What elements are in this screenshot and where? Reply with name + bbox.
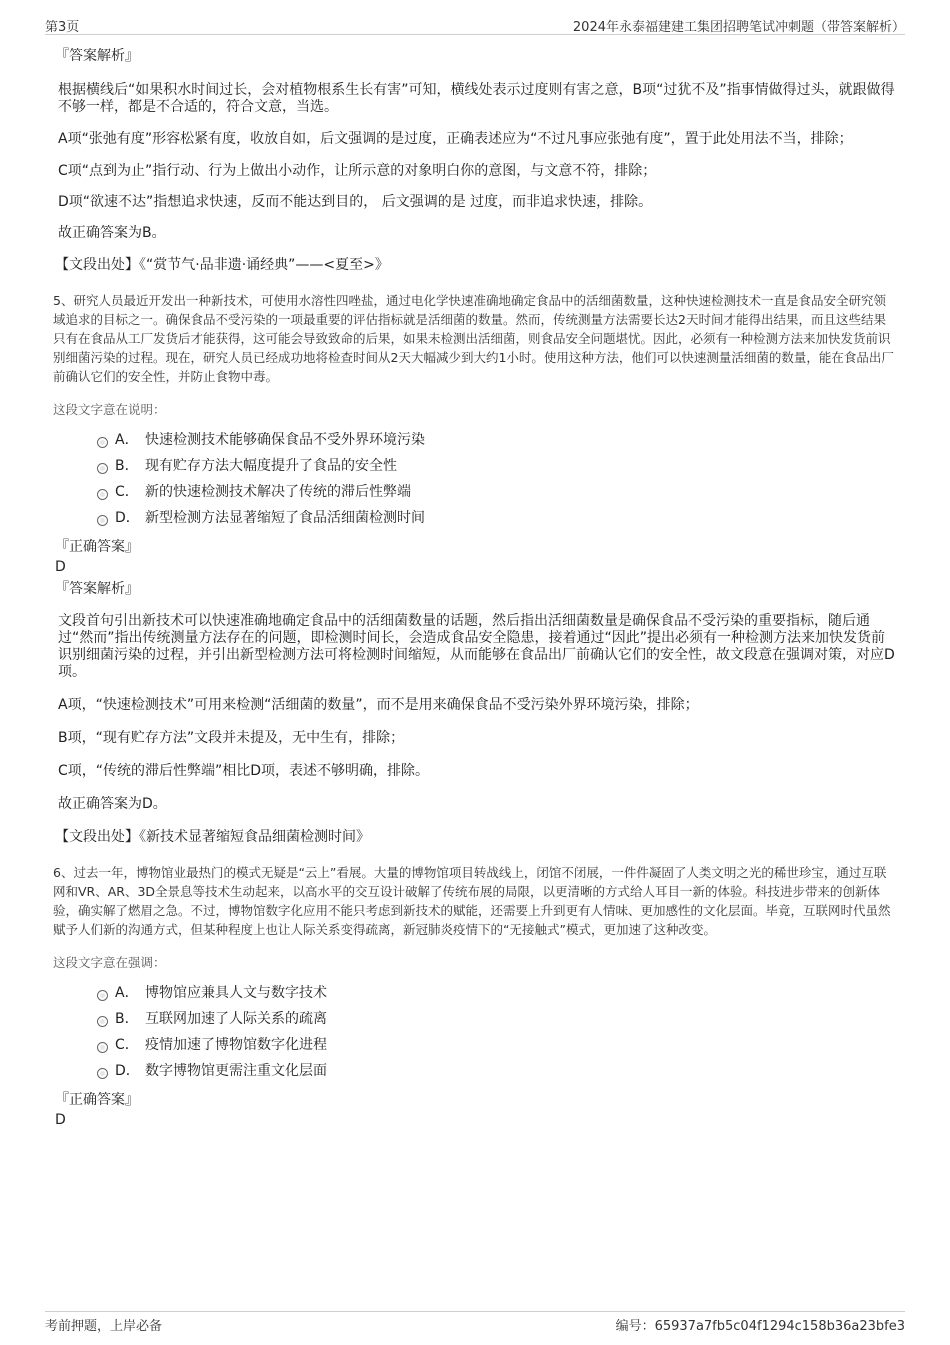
page-content xyxy=(55,42,895,1130)
radio-icon[interactable] xyxy=(97,990,108,1001)
q5-source: 【文段出处】《新技术显著缩短食品细菌检测时间》 xyxy=(55,829,370,845)
q4-analysis-p2: A项“张弛有度”形容松紧有度，收放自如，后文强调的是过度，正确表述应为“不过凡事应张弛有度”，置于此处用法不当，排除； xyxy=(58,131,853,147)
q5-options xyxy=(55,427,895,531)
q6-answer: D xyxy=(55,1112,66,1128)
radio-icon[interactable] xyxy=(97,489,108,500)
q4-analysis-conclusion: 故正确答案为B。 xyxy=(58,225,166,241)
page-number: 第3页 xyxy=(45,20,80,35)
q5-option-d[interactable]: D． 新型检测方法显著缩短了食品活细菌检测时间 xyxy=(55,505,895,531)
q6-prompt: 这段文字意在强调： xyxy=(53,955,166,970)
q6-option-a[interactable]: A． 博物馆应兼具人文与数字技术 xyxy=(55,980,895,1006)
q5-answer-label: 『正确答案』 xyxy=(55,539,139,555)
q5-option-a[interactable]: A． 快速检测技术能够确保食品不受外界环境污染 xyxy=(55,427,895,453)
radio-icon[interactable] xyxy=(97,1068,108,1079)
q6-answer-label: 『正确答案』 xyxy=(55,1092,139,1108)
document-id: 编号：65937a7fb5c04f1294c158b36a23bfe3 xyxy=(615,1319,905,1334)
q4-analysis-label: 『答案解析』 xyxy=(55,48,139,64)
q5-analysis-p2: A项，“快速检测技术”可用来检测“活细菌的数量”，而不是用来确保食品不受污染外界环境污染，排除； xyxy=(58,697,699,713)
q5-prompt: 这段文字意在说明： xyxy=(53,402,166,417)
radio-icon[interactable] xyxy=(97,1042,108,1053)
q4-analysis-p1: 根据横线后“如果积水时间过长，会对植物根系生长有害”可知，横线处表示过度则有害之意，B项“过犹不及”指事情做得过头，就跟做得不够一样，都是不合适的，符合文意，当选。 xyxy=(58,82,895,115)
q6-options xyxy=(55,980,895,1084)
q5-answer: D xyxy=(55,559,66,575)
q5-stem: 5、研究人员最近开发出一种新技术，可使用水溶性四唑盐，通过电化学快速准确地确定食品中的活细菌数量，这种快速检测技术一直是食品安全研究领域追求的目标之一。确保食品不受污染的一项最重要的评估指标就是活细菌的数量。然而，传统测量方法需要长达2天时间才能得出结果，而且这些结果只有在食品从工厂发货后才能获得，这可能会导致致命的后果，如果未检测出活细菌，则食品安全问题堪忧。因此，必须有一种检测方法来加快发货前识别细菌污染的过程。现在，研究人员已经成功地将检查时间从2天大幅减少到大约1小时。使用这种方法，他们可以快速测量活细菌的数量，能在食品出厂前确认它们的安全性，并防止食物中毒。 xyxy=(53,293,894,384)
radio-icon[interactable] xyxy=(97,437,108,448)
radio-icon[interactable] xyxy=(97,515,108,526)
q4-analysis-p4: D项“欲速不达”指想追求快速，反而不能达到目的， 后文强调的是 过度，而非追求快速，排除。 xyxy=(58,194,653,210)
q4-source: 【文段出处】《“赏节气·品非遗·诵经典”——<夏至>》 xyxy=(55,257,389,273)
q5-analysis-p1: 文段首句引出新技术可以快速准确地确定食品中的活细菌数量的话题，然后指出活细菌数量是确保食品不受污染的重要指标，随后通过“然而”指出传统测量方法存在的问题，即检测时间长，会造成食品安全隐患，接着通过“因此”提出必须有一种检测方法来加快发货前识别细菌污染的过程，并引出新型检测方法可将检测时间缩短，从而能够在食品出厂前确认它们的安全性，故文段意在强调对策，对应D项。 xyxy=(58,613,895,680)
q6-option-d[interactable]: D． 数字博物馆更需注重文化层面 xyxy=(55,1058,895,1084)
q5-analysis-label: 『答案解析』 xyxy=(55,581,139,597)
q6-stem: 6、过去一年，博物馆业最热门的模式无疑是“云上”看展。大量的博物馆项目转战线上，闭馆不闭展，一件件凝固了人类文明之光的稀世珍宝，通过互联网和VR、AR、3D全景息等技术生动起来，以高水平的交互设计破解了传统布展的局限，以更清晰的方式给人耳目一新的体验。科技进步带来的创新体验，确实解了燃眉之急。不过，博物馆数字化应用不能只考虑到新技术的赋能，还需要上升到更有人情味、更加感性的文化层面。毕竟，互联网时代虽然赋予人们新的沟通方式，但某种程度上也让人际关系变得疏离，新冠肺炎疫情下的“无接触式”模式，更加速了这种改变。 xyxy=(53,865,891,937)
radio-icon[interactable] xyxy=(97,463,108,474)
q5-option-c[interactable]: C． 新的快速检测技术解决了传统的滞后性弊端 xyxy=(55,479,895,505)
q5-analysis-conclusion: 故正确答案为D。 xyxy=(58,796,167,812)
page-footer xyxy=(45,1311,905,1336)
q6-option-b[interactable]: B． 互联网加速了人际关系的疏离 xyxy=(55,1006,895,1032)
q6-option-c[interactable]: C． 疫情加速了博物馆数字化进程 xyxy=(55,1032,895,1058)
q5-analysis-p4: C项，“传统的滞后性弊端”相比D项，表述不够明确，排除。 xyxy=(58,763,430,779)
q4-analysis-p3: C项“点到为止”指行动、行为上做出小动作，让所示意的对象明白你的意图，与文意不符，排除； xyxy=(58,163,657,179)
footer-slogan: 考前押题，上岸必备 xyxy=(45,1319,163,1334)
radio-icon[interactable] xyxy=(97,1016,108,1027)
q5-analysis-p3: B项，“现有贮存方法”文段并未提及，无中生有，排除； xyxy=(58,730,405,746)
document-title: 2024年永泰福建建工集团招聘笔试冲刺题（带答案解析） xyxy=(572,20,905,35)
q5-option-b[interactable]: B． 现有贮存方法大幅度提升了食品的安全性 xyxy=(55,453,895,479)
page-header xyxy=(45,14,905,35)
